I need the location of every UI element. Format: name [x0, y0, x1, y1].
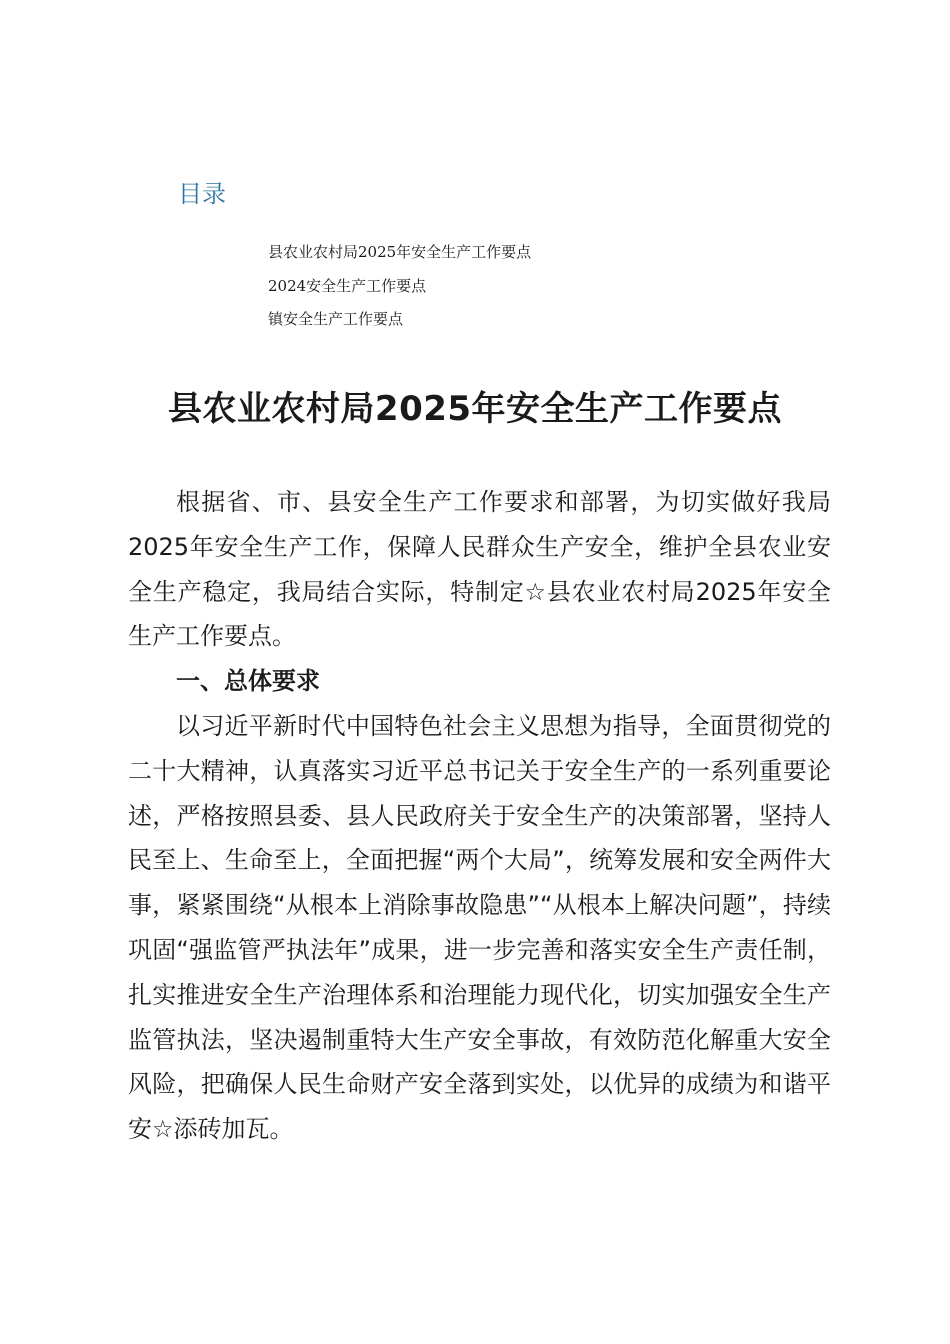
toc-item[interactable]: 镇安全生产工作要点: [268, 310, 404, 328]
toc-list: [268, 236, 531, 337]
toc-heading: 目录: [178, 180, 226, 208]
document-body: [128, 480, 831, 1152]
toc-item[interactable]: 县农业农村局2025年安全生产工作要点: [268, 243, 532, 261]
section-heading: 一、总体要求: [176, 667, 320, 696]
intro-paragraph: 根据省、市、县安全生产工作要求和部署，为切实做好我局2025年安全生产工作，保障人民群众生产安全，维护全县农业安全生产稳定，我局结合实际，特制定☆县农业农村局2025年安全生产工作要点。: [128, 488, 831, 651]
document-title: 县农业农村局2025年安全生产工作要点: [167, 389, 783, 429]
toc-item[interactable]: 2024安全生产工作要点: [268, 276, 427, 295]
section-paragraph: 以习近平新时代中国特色社会主义思想为指导，全面贯彻党的二十大精神，认真落实习近平总书记关于安全生产的一系列重要论述，严格按照县委、县人民政府关于安全生产的决策部署，坚持人民至上、生命至上，全面把握“两个大局”，统筹发展和安全两件大事，紧紧围绕“从根本上消除事故隐患”“从根本上解决问题”，持续巩固“强监管严执法年”成果，进一步完善和落实安全生产责任制，扎实推进安全生产治理体系和治理能力现代化，切实加强安全生产监管执法，坚决遏制重特大生产安全事故，有效防范化解重大安全风险，把确保人民生命财产安全落到实处，以优异的成绩为和谐平安☆添砖加瓦。: [128, 711, 831, 1144]
